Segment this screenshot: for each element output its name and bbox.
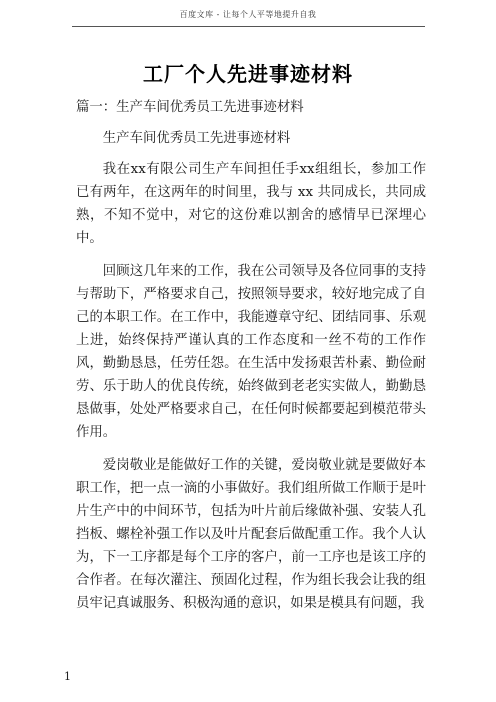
document-subtitle: 生产车间优秀员工先进事迹材料 [102, 131, 291, 146]
document-body [76, 96, 426, 615]
document-title: 工厂个人先进事迹材料 [143, 62, 353, 86]
section-heading: 篇一：生产车间优秀员工先进事迹材料 [76, 100, 304, 115]
page-number: 1 [64, 670, 71, 683]
paragraph: 回顾这几年来的工作，我在公司领导及各位同事的支持与帮助下，严格要求自己，按照领导要求，较好地完成了自己的本职工作。在工作中，我能遵章守纪、团结同事、乐观上进，始终保持严谨认真的工作态度和一丝不苟的工作作风，勤勤恳恳，任劳任怨。在生活中发扬艰苦朴素、勤俭耐劳、乐于助人的优良传统，始终做到老老实实做人，勤勤恳恳做事，处处严格要求自己，在任何时候都要起到模范带头作用。 [76, 264, 426, 440]
header-divider [72, 26, 425, 27]
page-header-watermark: 百度文库 - 让每个人平等地提升自我 [179, 10, 317, 19]
paragraph: 我在xx有限公司生产车间担任手xx组组长，参加工作已有两年，在这两年的时间里，我与 xx 共同成长，共同成熟，不知不觉中，对它的这份难以割舍的感情早已深埋心中。 [76, 162, 426, 246]
paragraph: 爱岗敬业是能做好工作的关键，爱岗敬业就是要做好本职工作，把一点一滴的小事做好。我们组所做工作顺于是叶片生产中的中间环节，包括为叶片前后缘做补强、安装人孔挡板、螺栓补强工作以及叶片配套后做配重工作。我个人认为，下一工序都是每个工序的客户，前一工序也是该工序的合作者。在每次灌注、预固化过程，作为组长我会让我的组员牢记真诚服务、积极沟通的意识，如果是模具有问题，我 [76, 458, 426, 611]
